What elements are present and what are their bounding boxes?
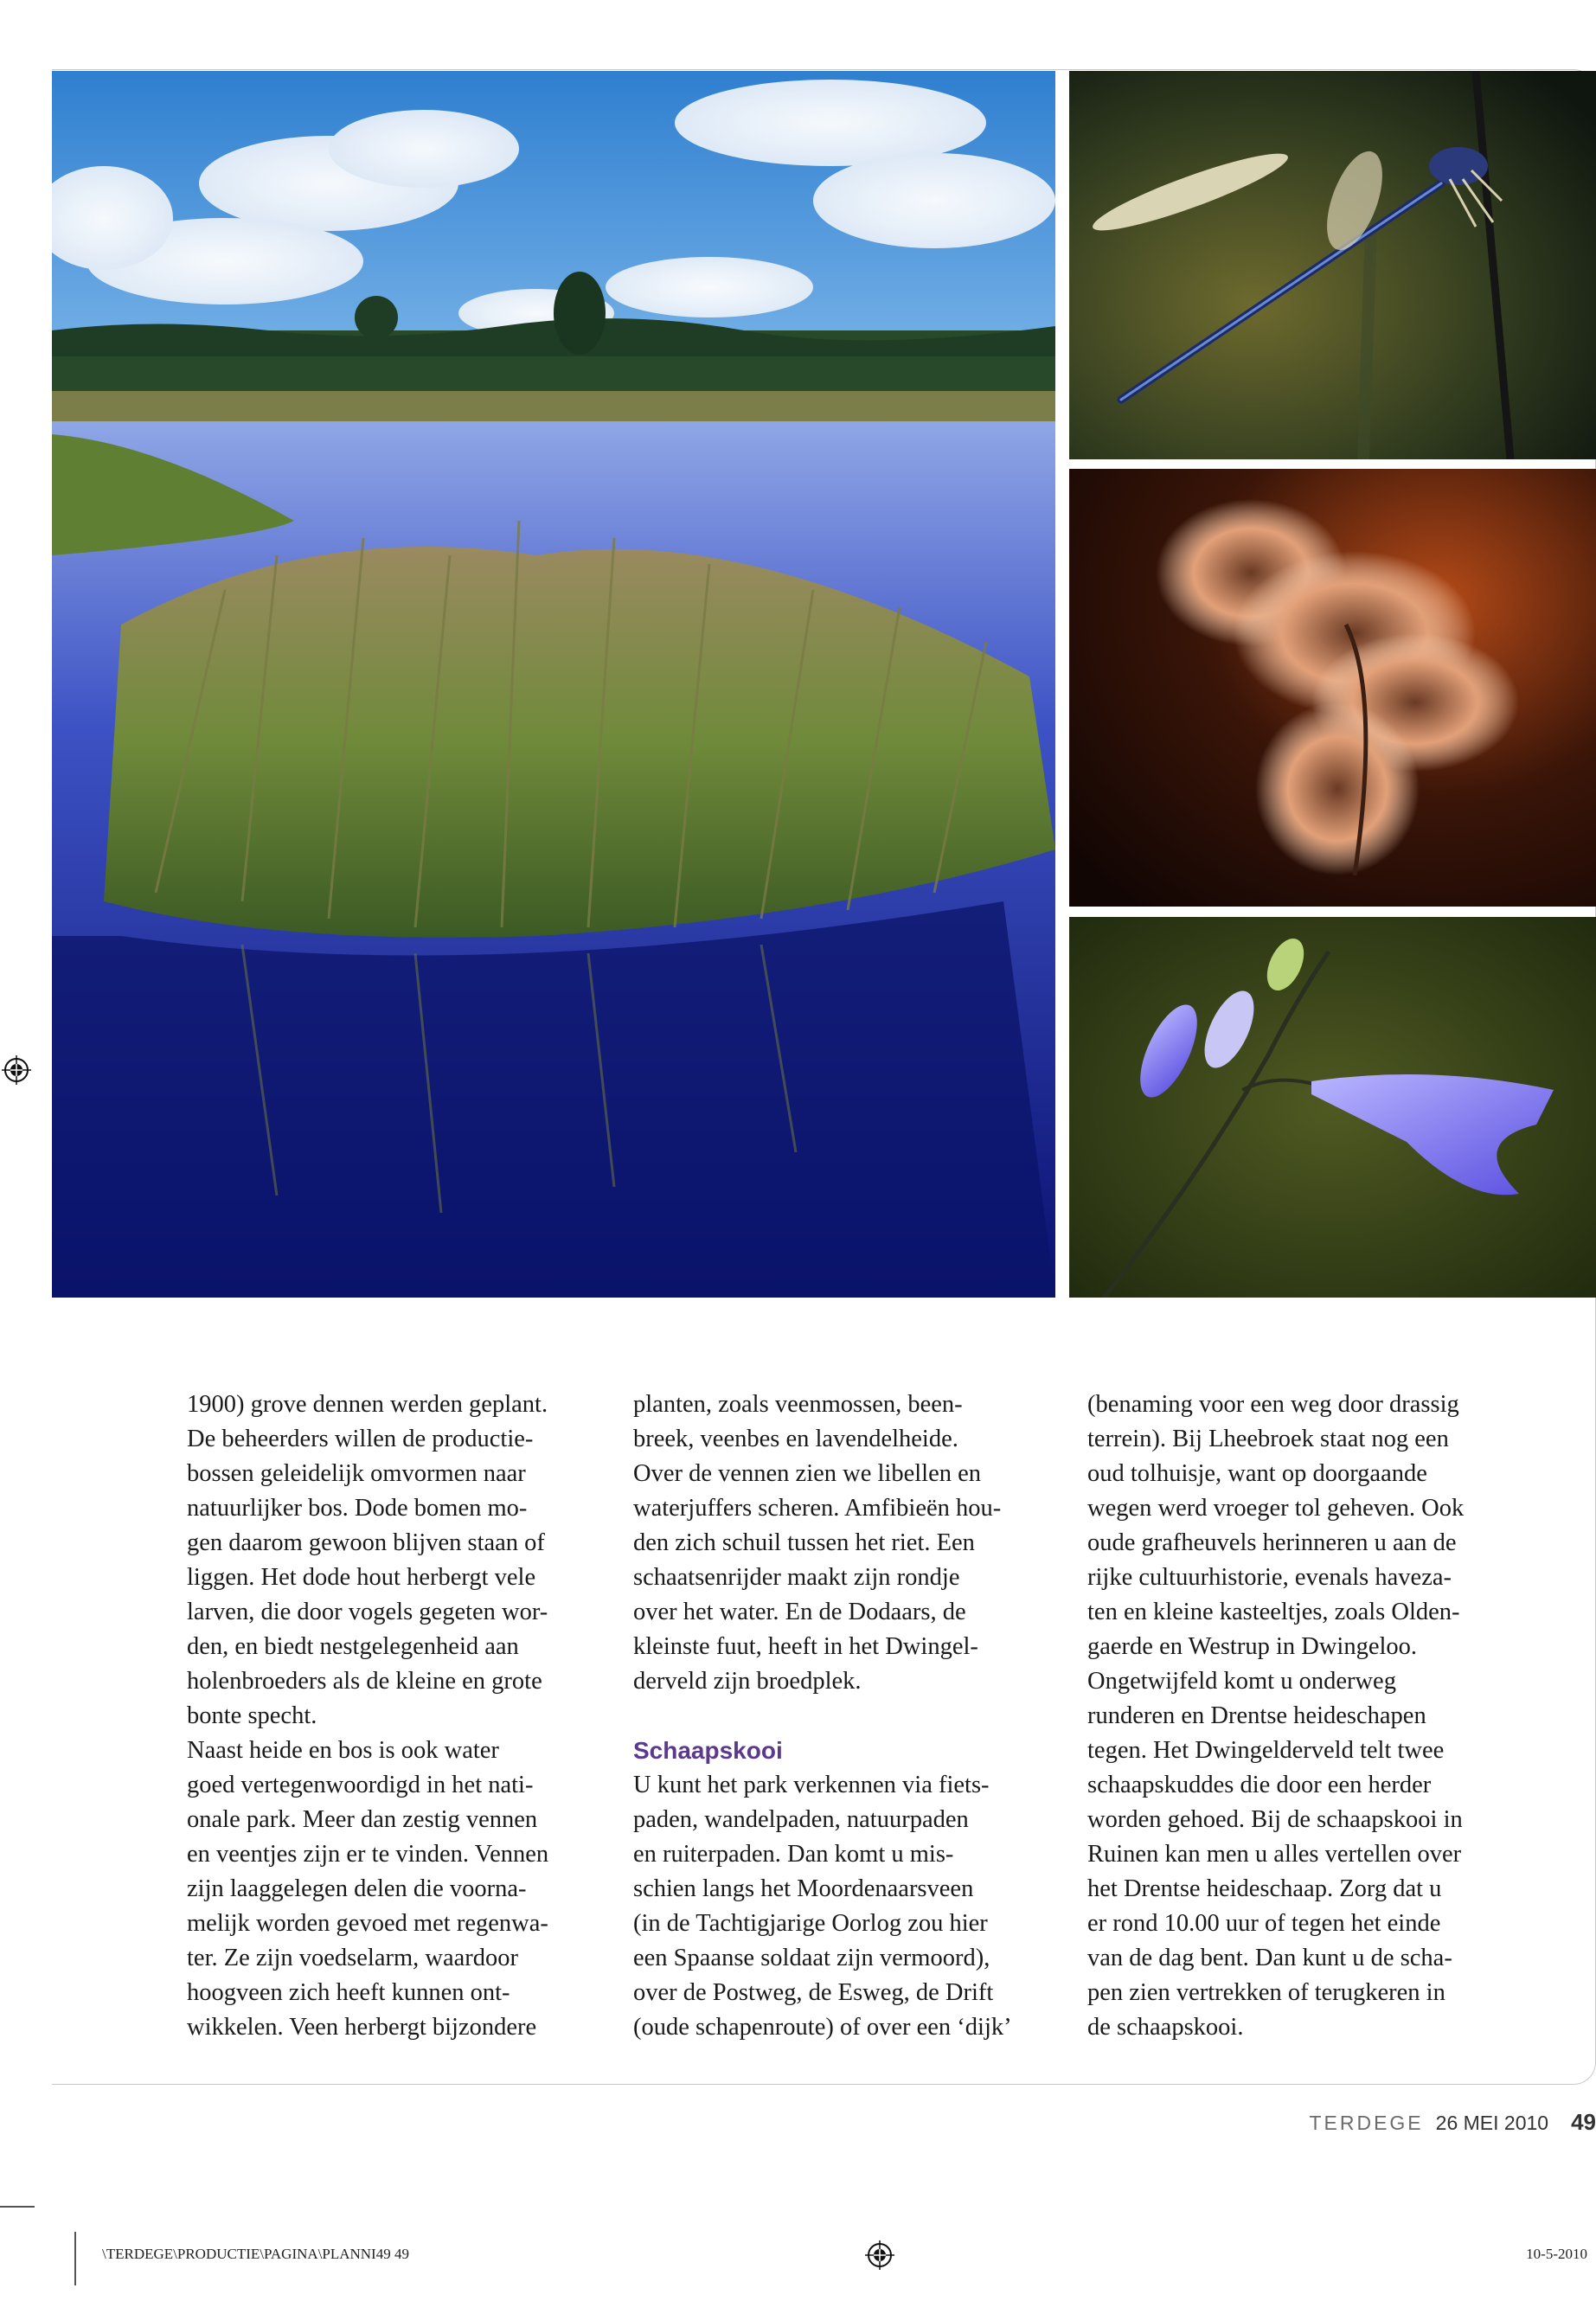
article-line: gen daarom gewoon blijven staan of: [187, 1529, 545, 1556]
article-line: ter. Ze zijn voedselarm, waardoor: [187, 1945, 519, 1971]
article-line: zijn laaggelegen delen die voorna-: [187, 1875, 527, 1902]
page-footer: [1309, 2109, 1596, 2144]
article-line: Over de vennen zien we libellen en: [633, 1460, 981, 1487]
article-line: en veentjes zijn er te vinden. Vennen: [187, 1841, 549, 1868]
article-line: worden gehoed. Bij de schaapskooi in: [1087, 1806, 1463, 1833]
heath-pool-photo: [52, 71, 1055, 1298]
issue-date: 26 MEI 2010: [1435, 2112, 1549, 2134]
article-line: bossen geleidelijk omvormen naar: [187, 1460, 526, 1487]
article-line: van de dag bent. Dan kunt u de scha-: [1087, 1945, 1452, 1971]
article-line: holenbroeders als de kleine en grote: [187, 1668, 542, 1695]
article-line: het Drentse heideschaap. Zorg dat u: [1087, 1875, 1442, 1902]
article-line: schien langs het Moordenaarsveen: [633, 1875, 974, 1902]
article-line: (in de Tachtigjarige Oorlog zou hier: [633, 1910, 988, 1937]
article-line: over het water. En de Dodaars, de: [633, 1599, 966, 1625]
article-line: bonte specht.: [187, 1702, 317, 1729]
article-line: wegen werd vroeger tol geheven. Ook: [1087, 1495, 1465, 1522]
article-line: 1900) grove dennen werden geplant.: [187, 1391, 548, 1418]
article-line: planten, zoals veenmossen, been-: [633, 1391, 963, 1418]
registration-mark-icon: [865, 2240, 894, 2270]
article-line: den zich schuil tussen het riet. Een: [633, 1529, 975, 1556]
article-line: gaerde en Westrup in Dwingeloo.: [1087, 1633, 1418, 1660]
article-line: goed vertegenwoordigd in het nati-: [187, 1772, 534, 1798]
article-line: Naast heide en bos is ook water: [187, 1737, 499, 1764]
magazine-name: TERDEGE: [1309, 2112, 1424, 2134]
article-line: larven, die door vogels gegeten wor-: [187, 1599, 548, 1625]
cotton-grass-photo: [1069, 469, 1596, 907]
article-line: ten en kleine kasteeltjes, zoals Olden-: [1087, 1599, 1460, 1625]
article-line: Ongetwijfeld komt u onderweg: [1087, 1668, 1396, 1695]
article-line: breek, veenbes en lavendelheide.: [633, 1426, 958, 1452]
trim-mark: [0, 2206, 35, 2208]
harebell-photo: [1069, 917, 1596, 1298]
article-line: schaatsenrijder maakt zijn rondje: [633, 1564, 960, 1591]
print-slug-path: \TERDEGE\PRODUCTIE\PAGINA\PLANNI49 49: [102, 2246, 409, 2262]
article-line: hoogveen zich heeft kunnen ont-: [187, 1979, 510, 2006]
article-line: pen zien vertrekken of terugkeren in: [1087, 1979, 1445, 2006]
article-line: melijk worden gevoed met regenwa-: [187, 1910, 548, 1937]
article-line: een Spaanse soldaat zijn vermoord),: [633, 1945, 990, 1971]
article-line: liggen. Het dode hout herbergt vele: [187, 1564, 536, 1591]
article-line: onale park. Meer dan zestig vennen: [187, 1806, 538, 1833]
article-line: rijke cultuurhistorie, evenals haveza-: [1087, 1564, 1452, 1591]
article-line: (oude schapenroute) of over een ‘dijk’: [633, 2014, 1012, 2041]
article-line: oud tolhuisje, want op doorgaande: [1087, 1460, 1427, 1487]
article-line: paden, wandelpaden, natuurpaden: [633, 1806, 969, 1833]
article-line: waterjuffers scheren. Amfibieën hou-: [633, 1495, 1002, 1522]
article-line: tegen. Het Dwingelderveld telt twee: [1087, 1737, 1445, 1764]
article-line: runderen en Drentse heideschapen: [1087, 1702, 1426, 1729]
article-column-1: [187, 1388, 619, 2045]
page-number: 49: [1571, 2109, 1596, 2135]
article-line: wikkelen. Veen herbergt bijzondere: [187, 2014, 537, 2041]
article-line: U kunt het park verkennen via fiets-: [633, 1772, 990, 1798]
print-slug-date: 10-5-2010: [1526, 2246, 1587, 2262]
article-column-2: [633, 1388, 1066, 2045]
article-line: kleinste fuut, heeft in het Dwingel-: [633, 1633, 978, 1660]
damselfly-photo: [1069, 71, 1596, 459]
article-line: er rond 10.00 uur of tegen het einde: [1087, 1910, 1441, 1937]
article-line: derveld zijn broedplek.: [633, 1668, 862, 1695]
article-line: over de Postweg, de Esweg, de Drift: [633, 1979, 994, 2006]
article-line: (benaming voor een weg door drassig: [1087, 1391, 1459, 1418]
article-line: den, en biedt nestgelegenheid aan: [187, 1633, 519, 1660]
article-line: schaapskuddes die door een herder: [1087, 1772, 1432, 1798]
article-column-3: [1087, 1388, 1520, 2045]
article-line: en ruiterpaden. Dan komt u mis-: [633, 1841, 954, 1868]
article-line: natuurlijker bos. Dode bomen mo-: [187, 1495, 528, 1522]
article-line: Ruinen kan men u alles vertellen over: [1087, 1841, 1462, 1868]
registration-mark-icon: [2, 1055, 31, 1085]
article-line: de schaapskooi.: [1087, 2014, 1244, 2041]
article-line: De beheerders willen de productie-: [187, 1426, 534, 1452]
section-subheading: Schaapskooi: [633, 1737, 783, 1764]
article-line: terrein). Bij Lheebroek staat nog een: [1087, 1426, 1449, 1452]
trim-mark: [74, 2232, 76, 2285]
article-line: oude grafheuvels herinneren u aan de: [1087, 1529, 1457, 1556]
